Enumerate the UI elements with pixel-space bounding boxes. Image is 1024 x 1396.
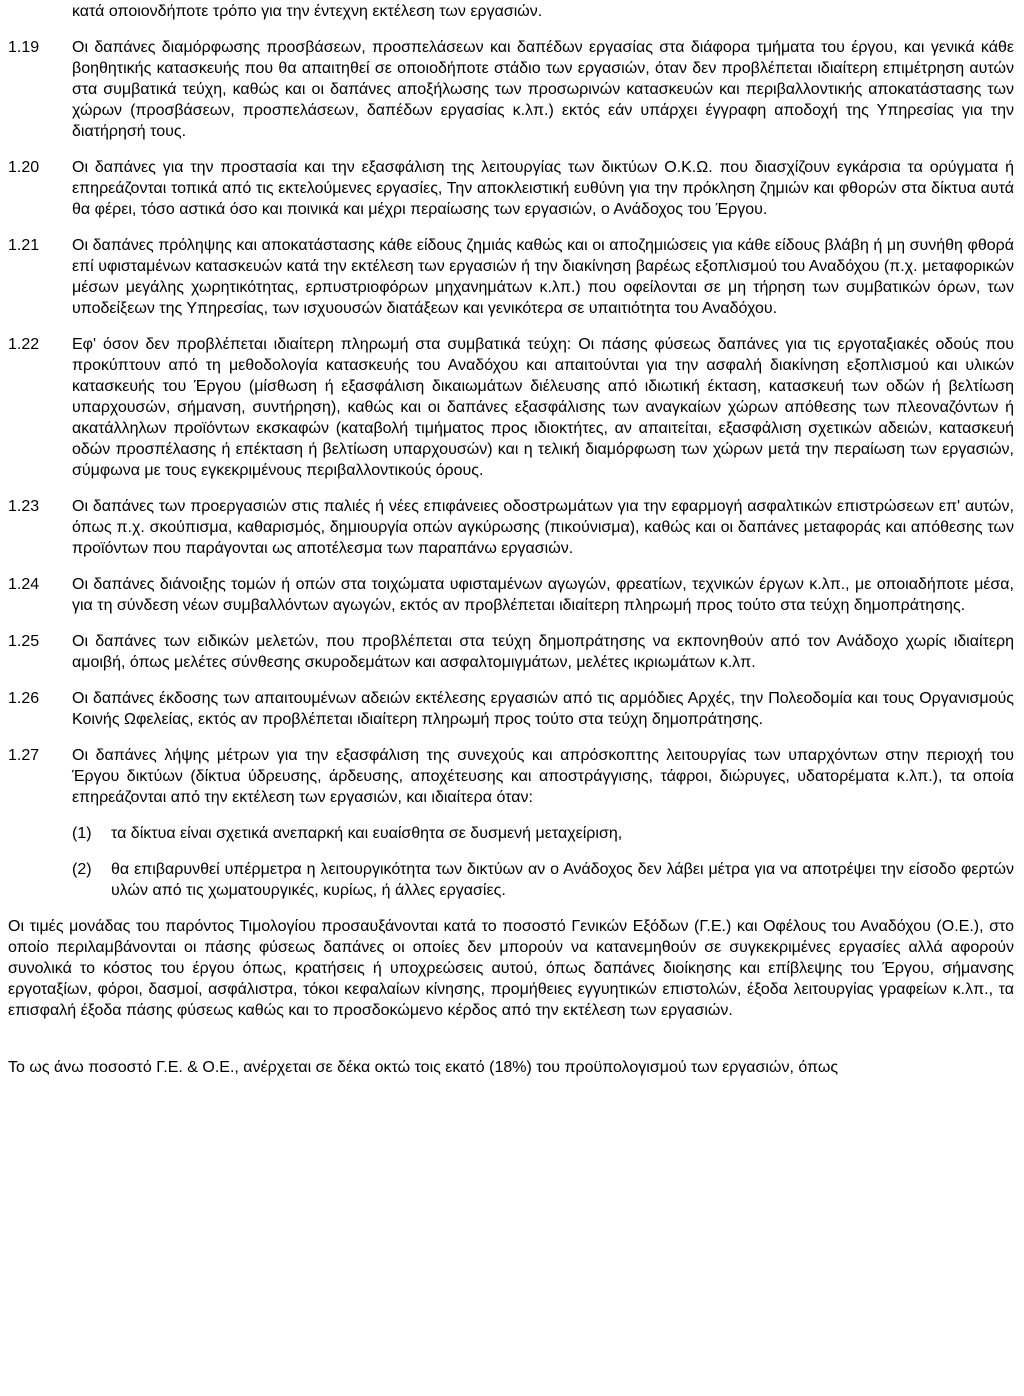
list-item-1-27 (8, 745, 1014, 808)
item-number: 1.20 (8, 159, 40, 176)
list-item-1-25 (8, 631, 1014, 673)
item-number: 1.19 (8, 39, 40, 56)
sub-item-number: (2) (72, 861, 92, 878)
item-text: Οι δαπάνες έκδοσης των απαιτουμένων αδειών εκτέλεσης εργασιών από τις αρμόδιες Αρχές, την Πολεοδομία και τους Οργανισμούς Κοινής Ωφελείας, εκτός αν προβλέπεται ιδιαίτερη πληρωμή προς τούτο στα τεύχη δημοπράτησης. (72, 690, 1014, 728)
item-text: Οι δαπάνες πρόληψης και αποκατάστασης κάθε είδους ζημιάς καθώς και οι αποζημιώσεις για κάθε είδους βλάβη ή μη συνήθη φθορά επί υφισταμένων κατασκευών κατά την εκτέλεση των εργασιών ή την διακίνηση βαρέως εξοπλισμού του Αναδόχου (π.χ. μεταφορικών μέσων μεγάλης χωρητικότητας, ερπυστριοφόρων μηχανημάτων κ.λπ.) που οφείλονται σε μη τήρηση των συμβατικών όρων, των υποδείξεων της Υπηρεσίας, των ισχυουσών διατάξεων και γενικότερα σε υπαιτιότητα του Αναδόχου. (72, 237, 1014, 317)
list-item-1-23 (8, 496, 1014, 559)
item-number: 1.22 (8, 336, 40, 353)
item-text: Οι δαπάνες διάνοιξης τομών ή οπών στα τοιχώματα υφισταμένων αγωγών, φρεατίων, τεχνικών έργων κ.λπ., με οποιαδήποτε μέσα, για τη σύνδεση νέων συμβαλλόντων αγωγών, εκτός αν προβλέπεται ιδιαίτερη πληρωμή προς τούτο στα τεύχη δημοπράτησης. (72, 576, 1014, 614)
item-text: Εφ' όσον δεν προβλέπεται ιδιαίτερη πληρωμή στα συμβατικά τεύχη: Οι πάσης φύσεως δαπάνες για τις εργοταξιακές οδούς που προκύπτουν από τη μεθοδολογία κατασκευής του Αναδόχου και απαιτούνται για την ασφαλή διακίνηση εξοπλισμού και υλικών κατασκευής του Έργου (μίσθωση ή εξασφάλιση δικαιωμάτων διέλευσης από ιδιωτική έκταση, κατασκευή των οδών ή βελτίωση υπαρχουσών, σήμανση, συντήρηση), καθώς και οι δαπάνες εξασφάλισης των αναγκαίων χώρων απόθεσης των πλεοναζόντων ή ακατάλληλων προϊόντων εκσκαφών (καταβολή τιμήματος προς ιδιοκτήτες, αν απαιτείται, εξασφάλιση σχετικών αδειών, κατασκευή οδών προσπέλασης ή επέκταση ή βελτίωση υπαρχουσών) και η τελική διαμόρφωση των χώρων μετά την περαίωση των εργασιών, σύμφωνα με τους εγκεκριμένους περιβαλλοντικούς όρους. (72, 336, 1014, 479)
item-text: Οι δαπάνες για την προστασία και την εξασφάλιση της λειτουργίας των δικτύων Ο.Κ.Ω. που διασχίζουν εγκάρσια τα ορύγματα ή επηρεάζονται τοπικά από τις εκτελούμενες εργασίες, Την αποκλειστική ευθύνη για την πρόκληση ζημιών και φθορών στα δίκτυα αυτά θα φέρει, τόσο αστικά όσο και ποινικά και μέχρι περαίωσης των εργασιών, ο Ανάδοχος του Έργου. (72, 159, 1014, 218)
document-page (8, 0, 1014, 1078)
list-item-1-22 (8, 334, 1014, 481)
percentage-paragraph: Το ως άνω ποσοστό Γ.Ε. & Ο.Ε., ανέρχεται σε δέκα οκτώ τοις εκατό (18%) του προϋπολογισμού των εργασιών, όπως (8, 1059, 839, 1076)
item-text: Οι δαπάνες των προεργασιών στις παλιές ή νέες επιφάνειες οδοστρωμάτων για την εφαρμογή ασφαλτικών επιστρώσεων επ' αυτών, όπως π.χ. σκούπισμα, καθαρισμός, δημιουργία οπών αγκύρωσης (πικούνισμα), καθώς και οι δαπάνες μεταφοράς και απόθεσης των προϊόντων που παράγονται ως αποτέλεσμα των παραπάνω εργασιών. (72, 498, 1014, 557)
sub-item-2 (72, 859, 1014, 901)
sub-item-1 (72, 823, 1014, 844)
item-text: Οι δαπάνες λήψης μέτρων για την εξασφάλιση της συνεχούς και απρόσκοπτης λειτουργίας των υπαρχόντων στην περιοχή του Έργου δικτύων (δίκτυα ύδρευσης, άρδευσης, αποχέτευσης και αποστράγγισης, τάφροι, διώρυγες, υδατορέματα κ.λπ.), τα οποία επηρεάζονται από την εκτέλεση των εργασιών, και ιδιαίτερα όταν: (72, 747, 1014, 806)
item-text: Οι δαπάνες διαμόρφωσης προσβάσεων, προσπελάσεων και δαπέδων εργασίας στα διάφορα τμήματα του έργου, και γενικά κάθε βοηθητικής κατασκευής που θα απαιτηθεί σε οποιοδήποτε στάδιο των εργασιών, όταν δεν προβλέπεται ιδιαίτερη επιμέτρηση αυτών στα συμβατικά τεύχη, καθώς και οι δαπάνες αποξήλωσης των προσωρινών κατασκευών και περιβαλλοντικής αποκατάστασης των χώρων (προσβάσεων, προσπελάσεων, δαπέδων εργασίας κ.λπ.) εκτός εάν υπάρχει έγγραφη αποδοχή της Υπηρεσίας για την διατήρησή τους. (72, 39, 1014, 140)
sub-item-text: τα δίκτυα είναι σχετικά ανεπαρκή και ευαίσθητα σε δυσμενή μεταχείριση, (111, 825, 623, 842)
sub-item-text: θα επιβαρυνθεί υπέρμετρα η λειτουργικότητα των δικτύων αν ο Ανάδοχος δεν λάβει μέτρα για να αποτρέψει την είσοδο φερτών υλών από τις χωματουργικές, κυρίως, ή άλλες εργασίες. (111, 861, 1014, 899)
list-item-1-24 (8, 574, 1014, 616)
item-number: 1.26 (8, 690, 40, 707)
continuation-text: κατά οποιονδήποτε τρόπο για την έντεχνη εκτέλεση των εργασιών. (72, 3, 543, 20)
overhead-paragraph: Οι τιμές μονάδας του παρόντος Τιμολογίου προσαυξάνονται κατά το ποσοστό Γενικών Εξόδων (Γ.Ε.) και Οφέλους του Αναδόχου (Ο.Ε.), στο οποίο περιλαμβάνονται οι πάσης φύσεως δαπάνες οι οποίες δεν μπορούν να κατανεμηθούν σε συγκεκριμένες εργασίες αλλά αφορούν συνολικά το κόστος του έργου όπως, κρατήσεις ή υποχρεώσεις αυτού, όπως δαπάνες διοίκησης και επίβλεψης του Έργου, σήμανσης εργοταξίων, φόροι, δασμοί, ασφάλιστρα, τόκοι κεφαλαίων κίνησης, προμήθειες εγγυητικών επιστολών, έξοδα λειτουργίας γραφείων κ.λπ., τα επισφαλή έξοδα πάσης φύσεως καθώς και το προσδοκώμενο κέρδος από την εκτέλεση των εργασιών. (8, 918, 1014, 1019)
item-number: 1.25 (8, 633, 40, 650)
list-item-1-26 (8, 688, 1014, 730)
list-item-1-20 (8, 157, 1014, 220)
item-text: Οι δαπάνες των ειδικών μελετών, που προβλέπεται στα τεύχη δημοπράτησης να εκπονηθούν από τον Ανάδοχο χωρίς ιδιαίτερη αμοιβή, όπως μελέτες σύνθεσης σκυροδεμάτων και ασφαλτομιγμάτων, μελέτες ικριωμάτων κ.λπ. (72, 633, 1014, 671)
sub-item-number: (1) (72, 825, 92, 842)
list-item-1-21 (8, 235, 1014, 319)
list-item-1-19 (8, 37, 1014, 142)
item-number: 1.27 (8, 747, 40, 764)
item-number: 1.24 (8, 576, 40, 593)
item-number: 1.21 (8, 237, 40, 254)
item-number: 1.23 (8, 498, 40, 515)
